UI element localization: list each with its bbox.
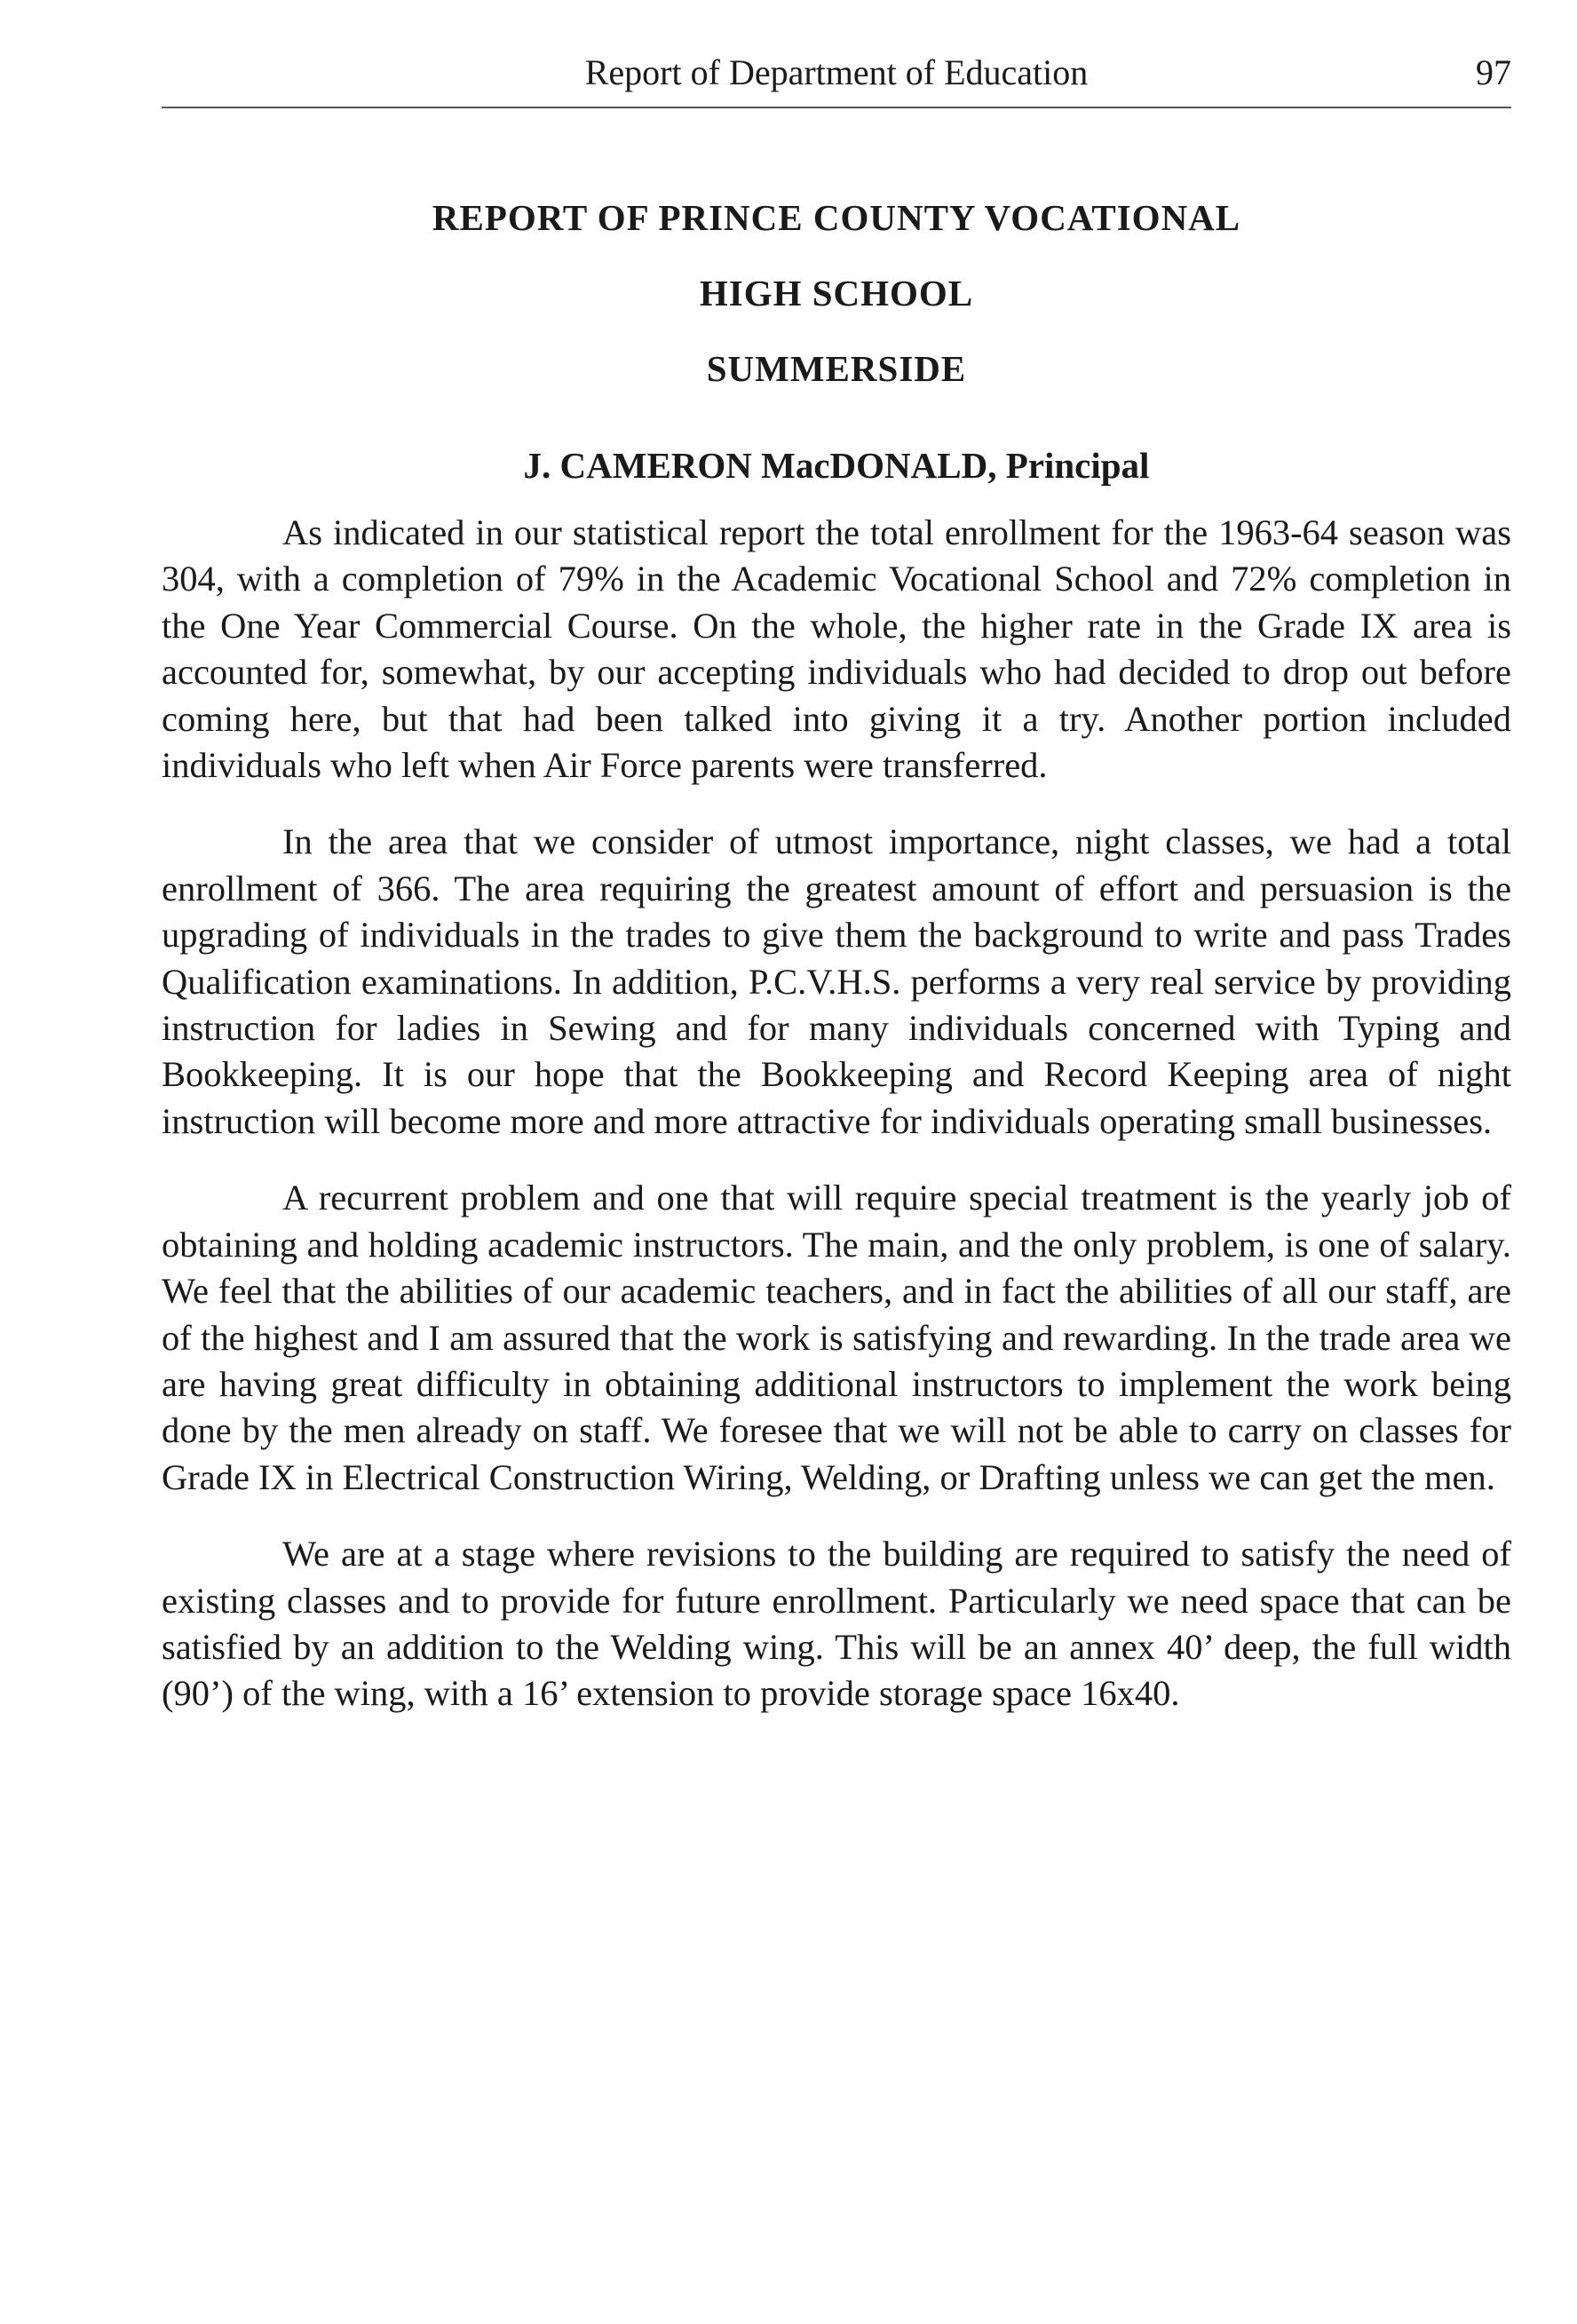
author-line: J. CAMERON MacDONALD, Principal — [523, 445, 1150, 486]
page-number: 97 — [1476, 52, 1511, 92]
paragraph-enrollment: As indicated in our statistical report the total enrollment for the 1963-64 season was 304, with a completion of 79% in the Academic Vocational School and 72% completion in the One Year Commercial Course. On the whole, the higher rate in the Grade IX area is accounted for, somewhat, by our accepting individuals who had decided to drop out before coming here, but that had been talked into giving it a try. Another portion included individuals who left when Air Force parents were transferred. — [162, 512, 1511, 786]
header-rule — [162, 107, 1511, 108]
report-title-line-3: SUMMERSIDE — [706, 348, 967, 389]
running-head-title: Report of Department of Education — [584, 52, 1089, 92]
report-title-line-2: HIGH SCHOOL — [699, 273, 974, 313]
paragraph-instructors: A recurrent problem and one that will require special treatment is the yearly job of obtaining and holding academic instructors. The main, and the only problem, is one of salary. We feel that the abilities of our academic teachers, and in fact the abilities of all our staff, are of the highest and I am assured that the work is satisfying and rewarding. In the trade area we are having great difficulty in obtaining additional instructors to implement the work being done by the men already on staff. We foresee that we will not be able to carry on classes for Grade IX in Electrical Construction Wiring, Welding, or Drafting unless we can get the men. — [162, 1178, 1511, 1497]
running-head — [162, 46, 1511, 99]
report-body — [162, 510, 1511, 1748]
report-title-line-1: REPORT OF PRINCE COUNTY VOCATIONAL — [432, 197, 1241, 238]
paragraph-night-classes: In the area that we consider of utmost importance, night classes, we had a total enrollment of 366. The area requiring the greatest amount of effort and persuasion is the upgrading of individuals in the trades to give them the background to write and pass Trades Qualification examinations. In addition, P.C.V.H.S. performs a very real service by providing instruction for ladies in Sewing and for many individuals concerned with Typing and Bookkeeping. It is our hope that the Bookkeeping and Record Keeping area of night instruction will become more and more attractive for individuals operating small businesses. — [162, 821, 1511, 1141]
paragraph-building: We are at a stage where revisions to the building are required to satisfy the need of existing classes and to provide for future enrollment. Particularly we need space that can be satisfied by an addition to the Welding wing. This will be an annex 40’ deep, the full width (90’) of the wing, with a 16’ extension to provide storage space 16x40. — [162, 1534, 1511, 1714]
